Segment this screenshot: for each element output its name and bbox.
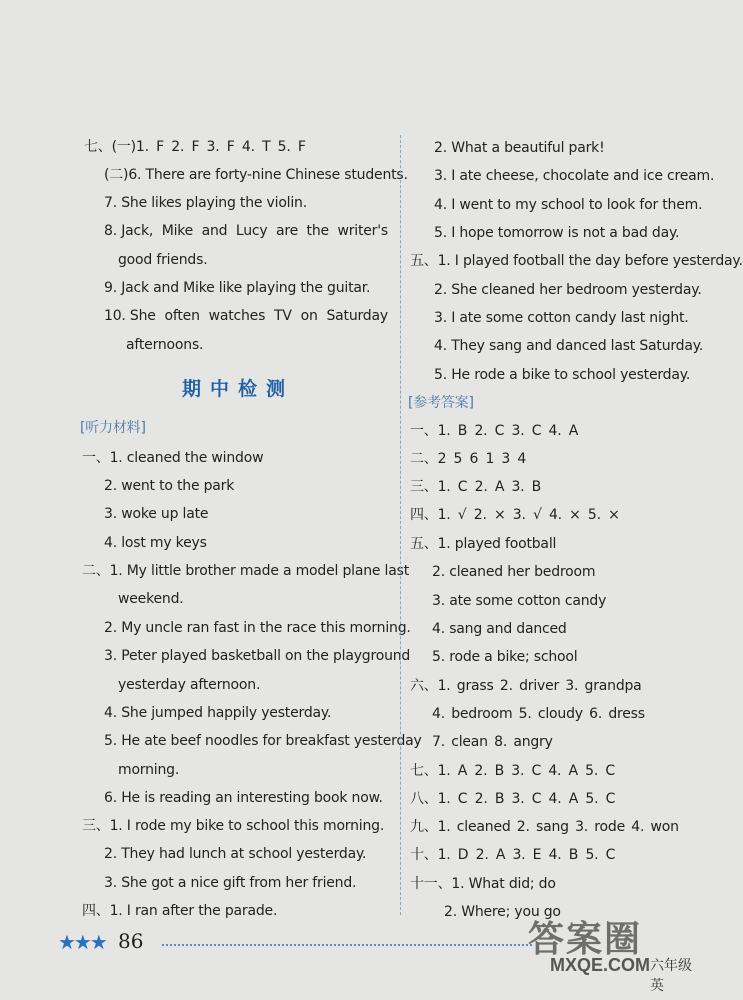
s1-line-2: 2. went to the park [104,478,235,494]
q7-line-7 [104,307,388,325]
answer-4: 四、1. √ 2. × 3. √ 4. × 5. × [410,507,620,523]
answer-11-1: 十一、1. What did; do [410,876,556,892]
s2-line-2: weekend. [118,591,184,607]
answer-5-4: 4. sang and danced [432,621,567,637]
q7-word: watches [208,308,266,324]
answer-6-2: 4. bedroom 5. cloudy 6. dress [432,706,645,722]
s5-line-1: 五、1. I played football the day before yesterday. [410,253,743,269]
s5-line-4: 4. They sang and danced last Saturday. [434,338,704,354]
answer-5-1: 五、1. played football [410,536,557,552]
answer-3: 三、1. C 2. A 3. B [410,479,542,495]
q7-word: Saturday [326,308,388,324]
s4-line-1: 四、1. I ran after the parade. [82,903,278,919]
q7-word: writer's [337,223,388,239]
answer-2: 二、2 5 6 1 3 4 [410,451,527,467]
s2-line-7: 5. He ate beef noodles for breakfast yesterday [104,733,422,749]
q7-word: are [275,223,299,239]
s2-line-6: 4. She jumped happily yesterday. [104,705,332,721]
q7-word: and [201,223,228,239]
s4-line-5: 5. I hope tomorrow is not a bad day. [434,225,680,241]
q7-line-5: good friends. [118,252,208,268]
q7-word: the [306,223,329,239]
answer-6-1: 六、1. grass 2. driver 3. grandpa [410,678,642,694]
q7-line-1: 七、(一)1. F 2. F 3. F 4. T 5. F [84,139,306,155]
page-number: 86 [118,929,144,953]
s3-line-3: 3. She got a nice gift from her friend. [104,875,357,891]
answer-1: 一、1. B 2. C 3. C 4. A [410,423,579,439]
answer-9: 九、1. cleaned 2. sang 3. rode 4. won [410,819,679,835]
s1-line-3: 3. woke up late [104,506,209,522]
q7-line-6: 9. Jack and Mike like playing the guitar. [104,280,371,296]
answer-10: 十、1. D 2. A 3. E 4. B 5. C [410,847,616,863]
s4-line-3: 3. I ate cheese, chocolate and ice cream. [434,168,715,184]
answer-5-5: 5. rode a bike; school [432,649,578,665]
s2-line-3: 2. My uncle ran fast in the race this morning. [104,620,411,636]
answer-8: 八、1. C 2. B 3. C 4. A 5. C [410,791,616,807]
s1-line-1: 一、1. cleaned the window [82,450,264,466]
q7-word: Lucy [235,223,268,239]
q7-word: on [300,308,318,324]
s2-line-9: 6. He is reading an interesting book now. [104,790,383,806]
s5-line-2: 2. She cleaned her bedroom yesterday. [434,282,702,298]
q7-word: often [164,308,200,324]
s2-line-4: 3. Peter played basketball on the playground [104,648,411,664]
q7-word: 8. Jack, [104,223,154,239]
watermark-url: MXQE.COM [550,955,651,975]
q7-word: Mike [161,223,194,239]
answer-6-3: 7. clean 8. angry [432,734,553,750]
s2-line-8: morning. [118,762,180,778]
listening-label: [听力材料] [80,420,146,436]
q7-line-3: 7. She likes playing the violin. [104,195,307,211]
grade-tag: 六年级英 [650,958,692,994]
s1-line-4: 4. lost my keys [104,535,207,551]
watermark-logo: 答案圈 [528,919,643,960]
s3-line-2: 2. They had lunch at school yesterday. [104,846,367,862]
s2-line-5: yesterday afternoon. [118,677,261,693]
column-divider [400,135,401,915]
s4-line-2: 2. What a beautiful park! [434,140,605,156]
answer-5-3: 3. ate some cotton candy [432,593,607,609]
answer-7: 七、1. A 2. B 3. C 4. A 5. C [410,763,615,779]
s5-line-5: 5. He rode a bike to school yesterday. [434,367,691,383]
answer-5-2: 2. cleaned her bedroom [432,564,596,580]
s3-line-1: 三、1. I rode my bike to school this morning. [82,818,385,834]
q7-line-2: (二)6. There are forty-nine Chinese students. [104,167,408,183]
q7-line-8: afternoons. [126,337,204,353]
difficulty-stars-icon: ★★★ [58,930,106,954]
footer-rule [162,944,532,946]
s2-line-1: 二、1. My little brother made a model plane last [82,563,409,579]
answer-11-2: 2. Where; you go [444,904,561,920]
section-title: 期中检测 [182,378,295,400]
q7-word: TV [274,308,292,324]
q7-word: 10. She [104,308,156,324]
s5-line-3: 3. I ate some cotton candy last night. [434,310,689,326]
s4-line-4: 4. I went to my school to look for them. [434,197,703,213]
answers-label: [参考答案] [408,395,474,411]
q7-line-4 [104,222,388,240]
